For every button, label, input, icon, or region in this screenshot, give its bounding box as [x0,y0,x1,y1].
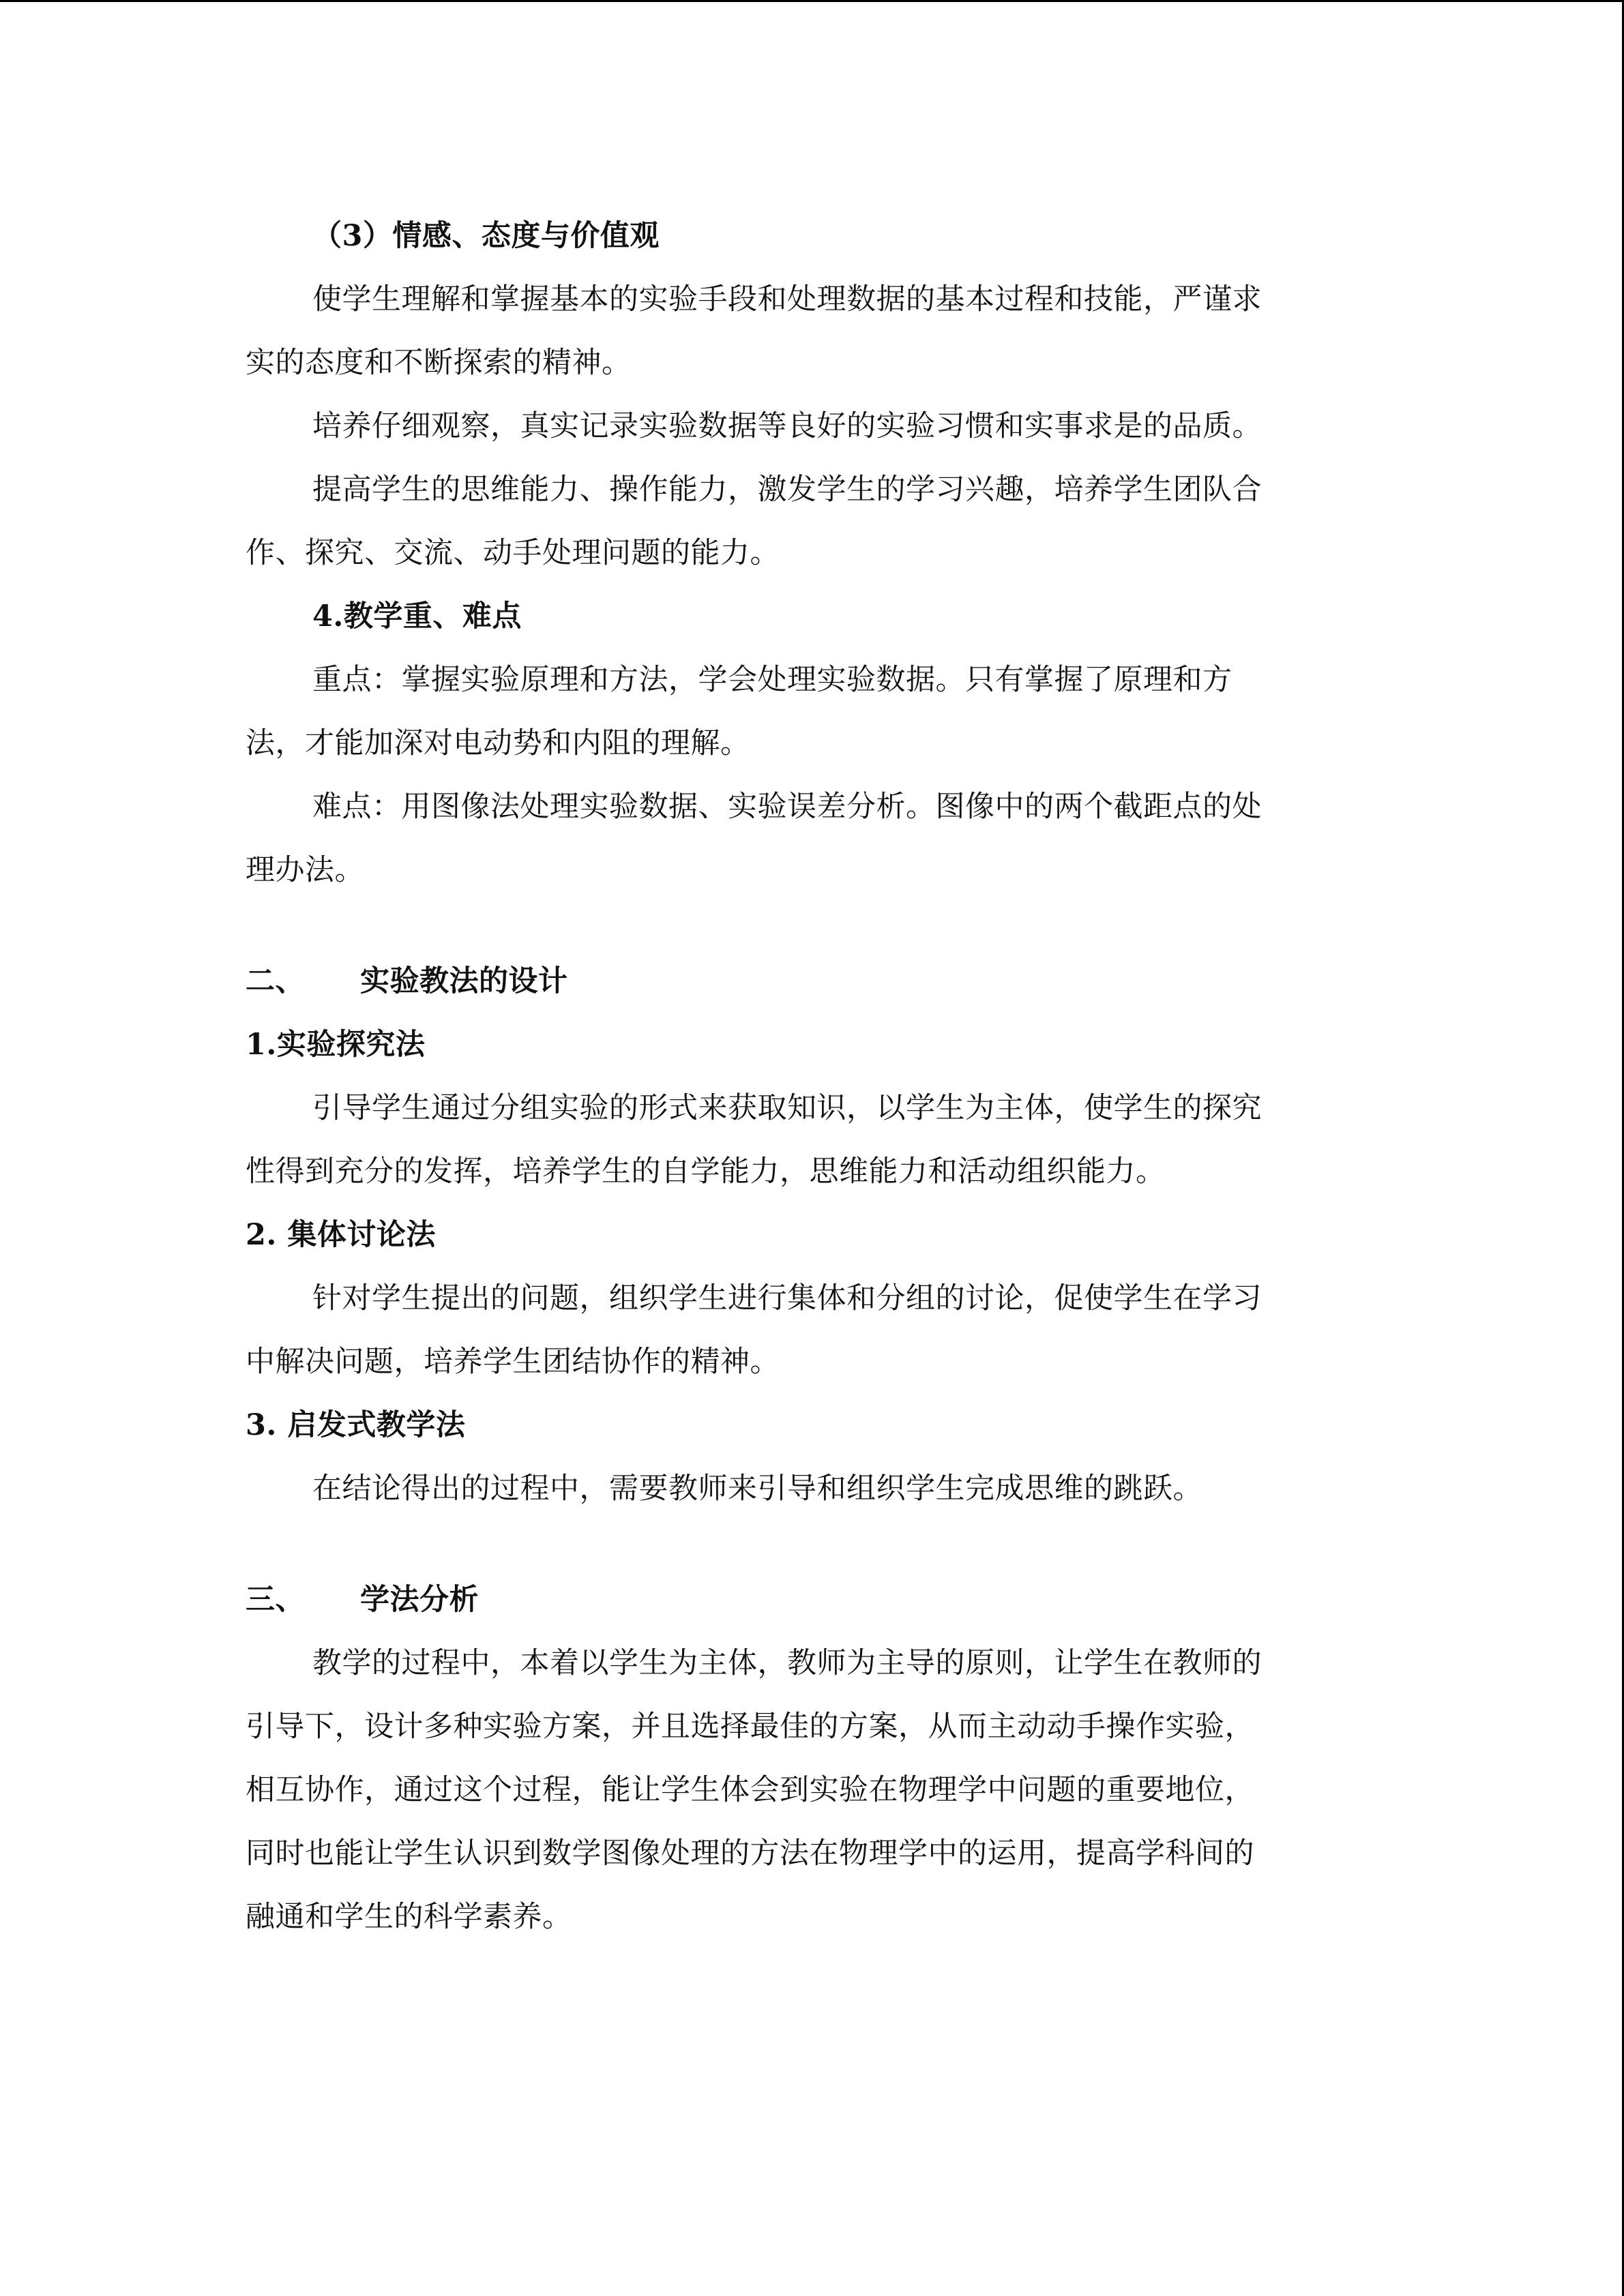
method-design-heading [246,950,1364,1013]
method-1-line-1: 引导学生通过分组实验的形式来获取知识，以学生为主体，使学生的探究 [312,1091,1262,1125]
learning-line-3: 相互协作，通过这个过程，能让学生体会到实验在物理学中问题的重要地位， [246,1773,1254,1807]
affect-paragraph-2: 培养仔细观察，真实记录实验数据等良好的实验习惯和实事求是的品质。 [312,409,1262,443]
keypoints-difficulty-line-1: 难点：用图像法处理实验数据、实验误差分析。图像中的两个截距点的处 [312,790,1262,824]
keypoints-focus-line-2: 法，才能加深对电动势和内阻的理解。 [246,726,750,760]
keypoints-difficulty-line-2: 理办法。 [246,853,364,887]
method-1-heading: 1.实验探究法 [246,1028,426,1062]
affect-paragraph-3-line-2: 作、探究、交流、动手处理问题的能力。 [246,536,780,570]
learning-line-5: 融通和学生的科学素养。 [246,1900,572,1934]
page-top-border [0,0,1624,2]
document-page [246,205,1364,1949]
section-spacer [246,1521,1364,1568]
keypoints-heading: 4.教学重、难点 [312,599,522,633]
learning-heading [246,1568,1364,1632]
method-3-heading: 3. 启发式教学法 [246,1408,466,1442]
affect-heading: （3）情感、态度与价值观 [312,219,660,253]
learning-line-1: 教学的过程中，本着以学生为主体，教师为主导的原则，让学生在教师的 [312,1646,1262,1680]
section-title: 学法分析 [360,1583,479,1617]
section-spacer [246,902,1364,950]
affect-paragraph-1-line-2: 实的态度和不断探索的精神。 [246,346,632,380]
method-2-line-1: 针对学生提出的问题，组织学生进行集体和分组的讨论，促使学生在学习 [312,1281,1262,1315]
learning-line-4: 同时也能让学生认识到数学图像处理的方法在物理学中的运用，提高学科间的 [246,1836,1254,1870]
method-3-line-1: 在结论得出的过程中，需要教师来引导和组织学生完成思维的跳跃。 [312,1472,1202,1506]
section-title: 实验教法的设计 [360,964,568,998]
section-number: 二、 [246,964,305,998]
affect-paragraph-3-line-1: 提高学生的思维能力、操作能力，激发学生的学习兴趣，培养学生团队合 [312,473,1262,507]
learning-line-2: 引导下，设计多种实验方案，并且选择最佳的方案，从而主动动手操作实验， [246,1710,1254,1744]
method-1-line-2: 性得到充分的发挥，培养学生的自学能力，思维能力和活动组织能力。 [246,1154,1166,1189]
method-2-heading: 2. 集体讨论法 [246,1218,436,1252]
method-2-line-2: 中解决问题，培养学生团结协作的精神。 [246,1345,780,1379]
section-number: 三、 [246,1583,305,1617]
affect-paragraph-1-line-1: 使学生理解和掌握基本的实验手段和处理数据的基本过程和技能，严谨求 [312,282,1262,316]
keypoints-focus-line-1: 重点：掌握实验原理和方法，学会处理实验数据。只有掌握了原理和方 [312,663,1232,697]
